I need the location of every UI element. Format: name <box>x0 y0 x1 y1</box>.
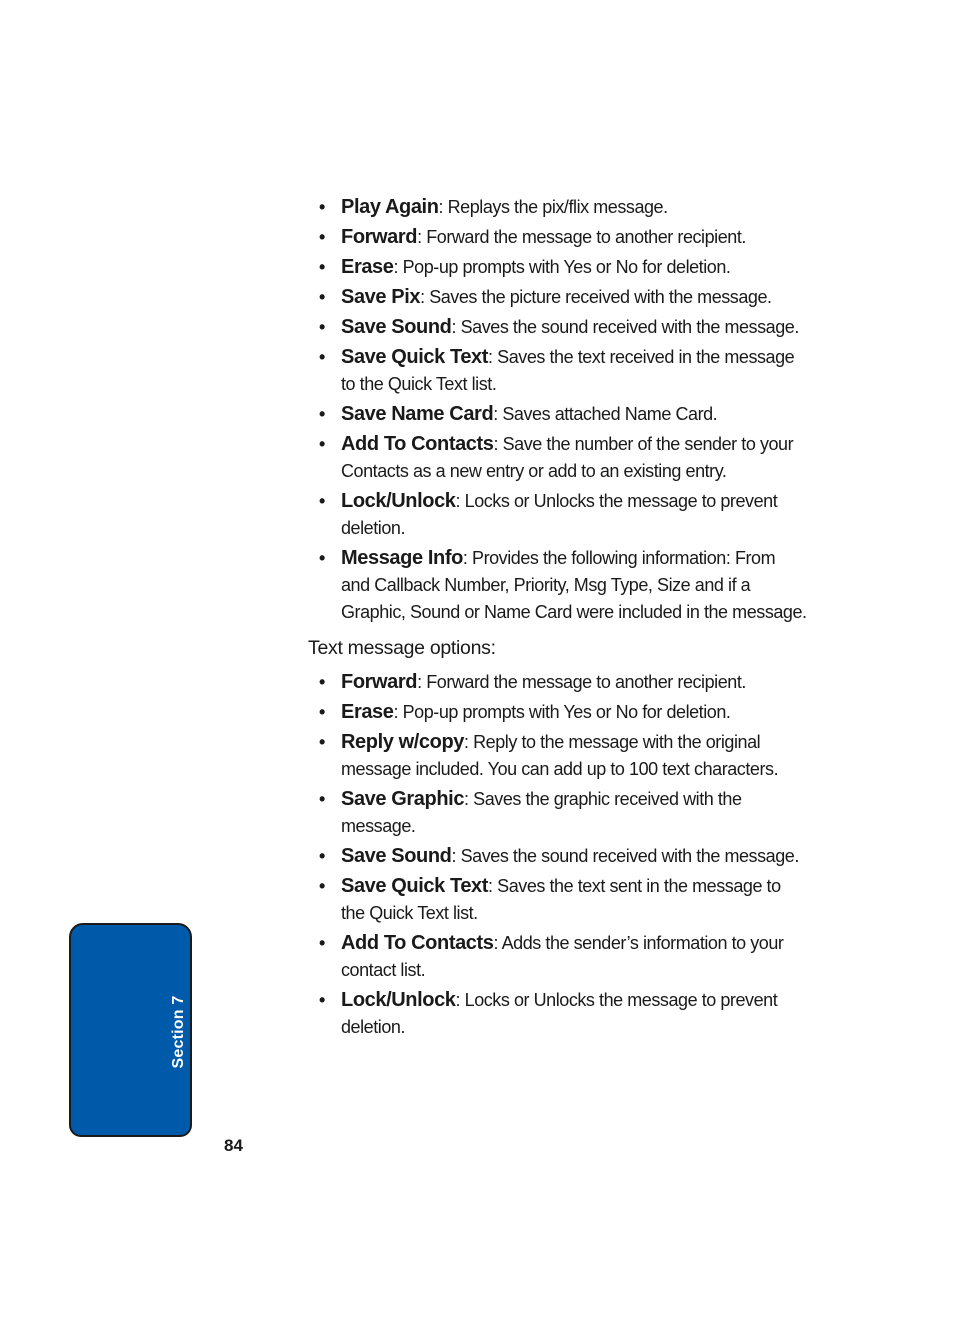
list-item <box>308 843 808 870</box>
bullet: • <box>319 227 325 247</box>
bullet: • <box>319 491 325 511</box>
list-item <box>308 284 808 311</box>
option-term: Save Quick Text <box>341 346 489 368</box>
option-description: : Adds the sender’s information to your contact list. <box>341 933 784 980</box>
list-item <box>308 545 808 626</box>
list-item <box>308 488 808 542</box>
list-item <box>308 930 808 984</box>
option-term: Save Quick Text <box>341 875 489 897</box>
option-description: : Locks or Unlocks the message to prevent deletion. <box>341 990 778 1037</box>
bullet: • <box>319 702 325 722</box>
list-item <box>308 194 808 221</box>
list-item <box>308 314 808 341</box>
bullet: • <box>319 197 325 217</box>
list-item <box>308 431 808 485</box>
section-tab-label: Section 7 <box>170 995 187 1069</box>
option-description: : Locks or Unlocks the message to prevent deletion. <box>341 491 778 538</box>
option-term: Save Name Card <box>341 403 494 425</box>
option-description: : Saves the graphic received with the message. <box>341 789 742 836</box>
text-options-heading: Text message options: <box>308 637 496 659</box>
list-item <box>308 344 808 398</box>
pix-message-options-list <box>308 194 808 626</box>
option-term: Add To Contacts <box>341 433 494 455</box>
option-term: Add To Contacts <box>341 932 494 954</box>
option-term: Reply w/copy <box>341 731 465 753</box>
option-term: Save Sound <box>341 845 452 867</box>
bullet: • <box>319 317 325 337</box>
bullet: • <box>319 789 325 809</box>
bullet: • <box>319 990 325 1010</box>
list-item <box>308 729 808 783</box>
option-description: : Saves the sound received with the message. <box>451 846 799 866</box>
option-description: : Saves the picture received with the message. <box>420 287 772 307</box>
option-description: : Save the number of the sender to your Contacts as a new entry or add to an existing entry. <box>341 434 794 481</box>
page-content <box>308 194 808 1044</box>
option-description: : Pop-up prompts with Yes or No for deletion. <box>393 702 731 722</box>
option-term: Save Pix <box>341 286 421 308</box>
option-term: Erase <box>341 256 394 278</box>
option-description: : Saves attached Name Card. <box>493 404 718 424</box>
bullet: • <box>319 732 325 752</box>
option-term: Lock/Unlock <box>341 989 456 1011</box>
option-description: : Forward the message to another recipient. <box>417 227 746 247</box>
option-description: : Pop-up prompts with Yes or No for deletion. <box>393 257 731 277</box>
bullet: • <box>319 846 325 866</box>
option-description: : Reply to the message with the original message included. You can add up to 100 text characters. <box>341 732 779 779</box>
option-term: Erase <box>341 701 394 723</box>
list-item <box>308 873 808 927</box>
option-description: : Forward the message to another recipient. <box>417 672 746 692</box>
option-description: : Saves the text received in the message to the Quick Text list. <box>341 347 795 394</box>
option-description: : Provides the following information: From and Callback Number, Priority, Msg Type, Size and if a Graphic, Sound or Name Card were included in the message. <box>341 548 807 622</box>
option-term: Message Info <box>341 547 463 569</box>
option-term: Lock/Unlock <box>341 490 456 512</box>
option-term: Play Again <box>341 196 439 218</box>
list-item <box>308 254 808 281</box>
bullet: • <box>319 876 325 896</box>
list-item <box>308 699 808 726</box>
text-message-options-list <box>308 669 808 1041</box>
list-item <box>308 401 808 428</box>
bullet: • <box>319 347 325 367</box>
bullet: • <box>319 434 325 454</box>
option-term: Forward <box>341 671 418 693</box>
option-term: Forward <box>341 226 418 248</box>
bullet: • <box>319 933 325 953</box>
option-description: : Saves the text sent in the message to the Quick Text list. <box>341 876 781 923</box>
list-item <box>308 669 808 696</box>
list-item <box>308 987 808 1041</box>
bullet: • <box>319 257 325 277</box>
page-number: 84 <box>224 1136 243 1155</box>
option-description: : Replays the pix/flix message. <box>438 197 668 217</box>
list-item <box>308 224 808 251</box>
bullet: • <box>319 404 325 424</box>
list-item <box>308 786 808 840</box>
option-description: : Saves the sound received with the message. <box>451 317 799 337</box>
bullet: • <box>319 672 325 692</box>
bullet: • <box>319 548 325 568</box>
bullet: • <box>319 287 325 307</box>
option-term: Save Graphic <box>341 788 465 810</box>
option-term: Save Sound <box>341 316 452 338</box>
